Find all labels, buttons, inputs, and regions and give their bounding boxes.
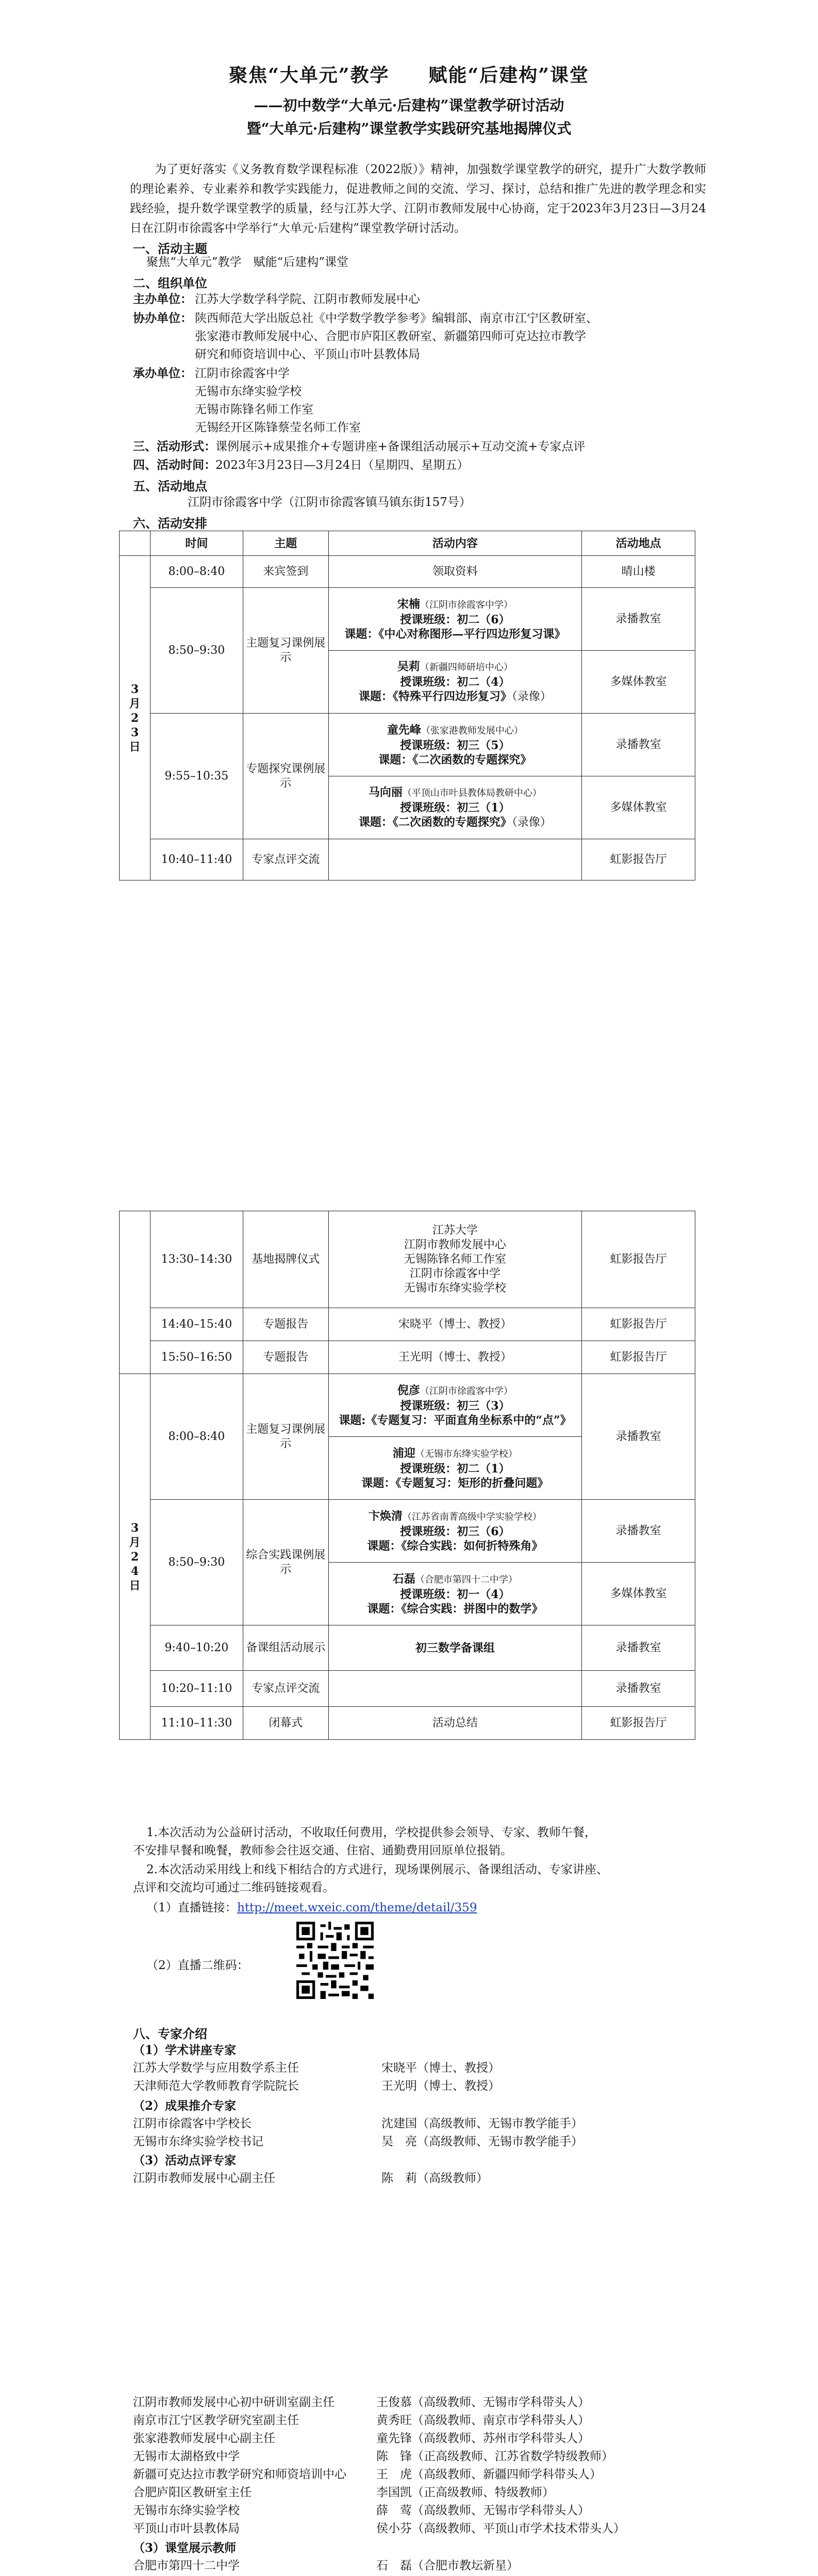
lesson-note: （录像）: [511, 816, 552, 829]
teacher-name: 吴莉: [397, 660, 420, 673]
row-place: 虹影报告厅: [582, 1308, 695, 1341]
table-row: [120, 588, 695, 651]
expert-name: 童先锋（高级教师、苏州市学科带头人）: [376, 2432, 590, 2445]
row-theme: 闭幕式: [243, 1707, 328, 1740]
unveil-org: 江阴市教师发展中心: [404, 1238, 506, 1251]
row-place: 晴山楼: [582, 556, 695, 588]
expert-org: 无锡市东绛实验学校: [133, 2504, 240, 2517]
host-label: 主办单位：: [133, 292, 192, 306]
teacher-unit: （江阴市徐霞客中学）: [420, 1385, 513, 1397]
row-time: 10:20–11:10: [150, 1671, 243, 1707]
lesson-cell: [328, 714, 582, 776]
co-text-1: 陕西师范大学出版总社《中学数学教学参考》编辑部、南京市江宁区教研室、: [195, 312, 598, 325]
lesson-class: 授课班级：初三（3）: [400, 1399, 510, 1413]
table-row: [120, 1308, 695, 1341]
expert-org: 江阴市教师发展中心副主任: [133, 2172, 275, 2185]
expert-org: 无锡市太湖格致中学: [133, 2450, 240, 2463]
expert-org: 江阴市徐霞客中学校长: [133, 2117, 252, 2130]
expert-org: 合肥市第四十二中学: [133, 2559, 240, 2572]
lesson-cell: [328, 1437, 582, 1500]
lesson-class: 授课班级：初二（6）: [400, 613, 510, 626]
expert-name: 黄秀旺（高级教师、南京市学科带头人）: [376, 2414, 590, 2427]
lesson-class: 授课班级：初二（1）: [400, 1462, 510, 1476]
row-time: 13:30–14:30: [150, 1211, 243, 1308]
unveil-org: 江苏大学: [432, 1224, 478, 1237]
page-1: [0, 0, 818, 1051]
expert-name: 陈 锋（正高级教师、江苏省数学特级教师）: [376, 2450, 613, 2463]
table-row: [120, 839, 695, 880]
expert-org: 江苏大学数学与应用数学系主任: [133, 2061, 299, 2075]
row-theme: 专家点评交流: [243, 1671, 328, 1707]
table-row: [120, 714, 695, 776]
section-theme-heading: 一、活动主题: [133, 241, 207, 256]
co-label: 协办单位：: [133, 311, 192, 325]
row-content: 领取资料: [328, 556, 582, 588]
row-time: 8:00–8:40: [150, 1374, 243, 1500]
form-label: 三、活动形式：: [133, 439, 216, 453]
table-row: [120, 1500, 695, 1563]
teacher-name: 马向丽: [368, 786, 403, 799]
lesson-cell: [328, 651, 582, 714]
undertake-text-1: 江阴市徐霞客中学: [195, 367, 290, 380]
header-place: 活动地点: [582, 531, 695, 556]
section-experts-heading: 八、专家介绍: [133, 2026, 207, 2041]
teacher-name: 倪彦: [397, 1383, 420, 1397]
live-link-label: （1）直播链接：: [146, 1901, 237, 1914]
page-subtitle-2: 暨“大单元·后建构”课堂教学实践研究基地揭牌仪式: [246, 120, 572, 137]
row-time: 11:10–11:30: [150, 1707, 243, 1740]
row-time: 8:50–9:30: [150, 588, 243, 714]
teacher-unit: （新疆四师研培中心）: [420, 662, 513, 673]
table-row: [120, 1374, 695, 1437]
lesson-topic: 课题：《二次函数的专题探究》: [358, 816, 512, 829]
expert-org: 合肥庐阳区教研室主任: [133, 2486, 252, 2499]
row-theme: 专题报告: [243, 1341, 328, 1374]
row-time: 14:40–15:40: [150, 1308, 243, 1341]
note-2b: 点评和交流均可通过二维码链接观看。: [133, 1881, 335, 1894]
row-place: 多媒体教室: [582, 651, 695, 714]
row-place: 多媒体教室: [582, 776, 695, 839]
day-label-2: 3月24日: [120, 1374, 151, 1740]
row-content: 初三数学备课组: [328, 1625, 582, 1671]
row-place: 录播教室: [582, 714, 695, 776]
teacher-unit: （无锡市东绛实验学校）: [415, 1448, 517, 1460]
section-place-heading: 五、活动地点: [133, 479, 207, 494]
page-subtitle: ——初中数学“大单元·后建构”课堂教学研讨活动: [254, 97, 564, 114]
row-time: 8:00–8:40: [150, 556, 243, 588]
lesson-topic: 课题：《二次函数的专题探究》: [378, 753, 532, 767]
row-place: 虹影报告厅: [582, 1707, 695, 1740]
teacher-name: 宋楠: [397, 597, 420, 611]
row-place: 录播教室: [582, 1500, 695, 1563]
lesson-topic: 课题：《综合实践：如何折特殊角》: [367, 1539, 543, 1553]
row-theme: 基地揭牌仪式: [243, 1211, 328, 1308]
row-place: 录播教室: [582, 1374, 695, 1500]
row-theme: 主题复习课例展示: [243, 1374, 328, 1500]
lesson-class: 授课班级：初三（6）: [400, 1524, 510, 1538]
unveil-org: 无锡市东绛实验学校: [404, 1281, 506, 1295]
teacher-unit: （张家港教师发展中心）: [421, 725, 523, 736]
time-label: 四、活动时间：: [133, 458, 216, 472]
experts-group-2: （2）成果推介专家: [133, 2099, 237, 2113]
lesson-cell: [328, 1563, 582, 1625]
expert-name: 侯小芬（高级教师、平顶山市学术技术带头人）: [376, 2522, 625, 2535]
undertake-label: 承办单位：: [133, 366, 192, 380]
undertake-text-2: 无锡市东绛实验学校: [195, 385, 302, 398]
expert-name: 王 虎（高级教师、新疆四师学科带头人）: [376, 2468, 602, 2481]
teacher-unit: （江苏省南菁高级中学实验学校）: [402, 1511, 542, 1522]
teacher-name: 卞焕清: [368, 1509, 403, 1523]
header-theme: 主题: [243, 531, 328, 556]
expert-name: 沈建国（高级教师、无锡市教学能手）: [381, 2117, 583, 2130]
row-theme: 备课组活动展示: [243, 1625, 328, 1671]
lesson-class: 授课班级：初三（1）: [400, 801, 510, 815]
row-time: 15:50–16:50: [150, 1341, 243, 1374]
header-content: 活动内容: [328, 531, 582, 556]
table-header-row: [120, 531, 695, 556]
teacher-unit: （江阴市徐霞客中学）: [420, 599, 513, 611]
unveil-cell: [328, 1211, 582, 1308]
unveil-org: 无锡陈锋名师工作室: [404, 1252, 506, 1266]
expert-org: 江阴市教师发展中心初中研训室副主任: [133, 2396, 335, 2409]
row-theme: 专题探究课例展示: [243, 714, 328, 839]
expert-name: 石 磊（合肥市教坛新星）: [376, 2559, 519, 2572]
teacher-unit: （平顶山市叶县教体局教研中心）: [402, 788, 542, 799]
table-row: [120, 1671, 695, 1707]
form-text: 课例展示+成果推介+专题讲座+备课组活动展示+互动交流+专家点评: [215, 440, 586, 453]
note-1b: 不安排早餐和晚餐，教师参会往返交通、住宿、通勤费用回原单位报销。: [133, 1844, 512, 1857]
expert-org: 无锡市东绛实验学校书记: [133, 2135, 263, 2148]
lesson-note: （录像）: [511, 690, 552, 703]
page-2: [0, 1200, 818, 2272]
lesson-topic: 课题:《专题复习：平面直角坐标系中的“点”》: [339, 1413, 572, 1427]
row-theme: 来宾签到: [243, 556, 328, 588]
row-theme: 专题报告: [243, 1308, 328, 1341]
row-content: 王光明（博士、教授）: [328, 1341, 582, 1374]
row-place: 虹影报告厅: [582, 839, 695, 880]
expert-name: 薛 莺（高级教师、无锡市学科带头人）: [376, 2504, 590, 2517]
expert-name: 吴 亮（高级教师、无锡市教学能手）: [381, 2135, 583, 2148]
table-row: [120, 1625, 695, 1671]
row-time: 8:50–9:30: [150, 1500, 243, 1625]
schedule-table-day1: [119, 531, 695, 880]
row-theme: 专家点评交流: [243, 839, 328, 880]
experts-group-1: （1）学术讲座专家: [133, 2043, 237, 2057]
expert-name: 李国凯（正高级教师、特级教师）: [376, 2486, 554, 2499]
note-1: 1.本次活动为公益研讨活动，不收取任何费用，学校提供参会领导、专家、教师午餐，: [146, 1826, 596, 1839]
expert-name: 王俊慕（高级教师、无锡市学科带头人）: [376, 2396, 590, 2409]
teacher-unit: （合肥市第四十二中学）: [415, 1574, 517, 1585]
lesson-class: 授课班级：初一（4）: [400, 1587, 510, 1601]
header-time: 时间: [150, 531, 243, 556]
expert-org: 张家港教师发展中心副主任: [133, 2432, 275, 2445]
time-text: 2023年3月23日—3月24日（星期四、星期五）: [215, 459, 469, 472]
expert-name: 王光明（博士、教授）: [381, 2079, 500, 2093]
unveil-org: 江阴市徐霞客中学: [409, 1267, 500, 1280]
table-row: [120, 1341, 695, 1374]
co-text-3: 研究和师资培训中心、平顶山市叶县教体局: [195, 348, 420, 361]
teacher-name: 童先峰: [387, 723, 421, 737]
teacher-name: 石磊: [392, 1572, 415, 1586]
lesson-topic: 课题：《中心对称图形—平行四边形复习课》: [344, 627, 566, 641]
lesson-cell: [328, 588, 582, 651]
theme-text: 聚焦“大单元”教学 赋能“后建构”课堂: [146, 256, 349, 269]
day-label-1: 3月23日: [120, 556, 151, 880]
row-content: 宋晓平（博士、教授）: [328, 1308, 582, 1341]
section-schedule-heading: 六、活动安排: [133, 516, 207, 531]
page-3: [0, 2349, 818, 2576]
section-org-heading: 二、组织单位: [133, 276, 207, 291]
row-content: 活动总结: [328, 1707, 582, 1740]
row-time: 10:40–11:40: [150, 839, 243, 880]
row-time: 9:40–10:20: [150, 1625, 243, 1671]
live-link[interactable]: http://meet.wxeic.com/theme/detail/359: [237, 1901, 477, 1914]
note-2: 2.本次活动采用线上和线下相结合的方式进行，现场课例展示、备课组活动、专家讲座、: [146, 1863, 608, 1876]
lesson-topic: 课题：《特殊平行四边形复习》: [358, 690, 512, 703]
row-place: 多媒体教室: [582, 1563, 695, 1625]
undertake-text-4: 无锡经开区陈锋蔡莹名师工作室: [195, 421, 361, 434]
row-place: 虹影报告厅: [582, 1341, 695, 1374]
lesson-class: 授课班级：初二（4）: [400, 675, 510, 689]
expert-name: 宋晓平（博士、教授）: [381, 2061, 500, 2075]
lesson-class: 授课班级：初三（5）: [400, 738, 510, 752]
expert-org: 平顶山市叶县教体局: [133, 2522, 240, 2535]
expert-name: 陈 莉（高级教师）: [381, 2172, 488, 2185]
table-row: [120, 1211, 695, 1308]
lesson-topic: 课题：《专题复习：矩形的折叠问题》: [361, 1476, 549, 1490]
lesson-topic: 课题：《综合实践：拼图中的数学》: [367, 1602, 543, 1616]
table-row: [120, 1707, 695, 1740]
undertake-text-3: 无锡市陈锋名师工作室: [195, 403, 313, 416]
qr-code-icon[interactable]: [296, 1922, 374, 1999]
row-place: 录播教室: [582, 1625, 695, 1671]
intro-paragraph: 为了更好落实《义务教育数学课程标准（2022版）》精神，加强数学课堂教学的研究，提升广大数学教师的理论素养、专业素养和教学实践能力，促进教师之间的交流、学习、探讨，总结和推广先进的教学理念和实践经验，提升数学课堂教学的质量，经与江苏大学、江阴市教师发展中心协商，定于2023年3月23日—3月24日在江阴市徐霞客中学举行“大单元·后建构”课堂教学研讨活动。: [130, 163, 706, 235]
row-place: 录播教室: [582, 588, 695, 651]
place-text: 江阴市徐霞客中学（江阴市徐霞客镇马镇东街157号）: [188, 496, 471, 509]
row-content: [328, 1671, 582, 1707]
experts-group-3: （3）活动点评专家: [133, 2154, 237, 2167]
table-row: [120, 556, 695, 588]
schedule-table-day1-cont: [119, 1211, 695, 1740]
lesson-cell: [328, 1374, 582, 1437]
expert-org: 天津师范大学教师教育学院院长: [133, 2079, 299, 2093]
co-text-2: 张家港市教师发展中心、合肥市庐阳区教研室、新疆第四师可克达拉市教学: [195, 330, 586, 343]
qr-label: （2）直播二维码：: [146, 1959, 249, 1972]
row-content: [328, 839, 582, 880]
expert-org: 新疆可克达拉市教学研究和师资培训中心: [133, 2468, 346, 2481]
row-place: 虹影报告厅: [582, 1211, 695, 1308]
lesson-cell: [328, 776, 582, 839]
page-title: 聚焦“大单元”教学 赋能“后建构”课堂: [229, 64, 589, 86]
row-time: 9:55–10:35: [150, 714, 243, 839]
experts-group-4: （3）课堂展示教师: [133, 2541, 237, 2555]
host-text: 江苏大学数学科学院、江阴市教师发展中心: [195, 293, 420, 306]
row-place: 录播教室: [582, 1671, 695, 1707]
lesson-cell: [328, 1500, 582, 1563]
row-theme: 主题复习课例展示: [243, 588, 328, 714]
teacher-name: 浦迎: [392, 1446, 415, 1460]
row-theme: 综合实践课例展示: [243, 1500, 328, 1625]
expert-org: 南京市江宁区教学研究室副主任: [133, 2414, 299, 2427]
